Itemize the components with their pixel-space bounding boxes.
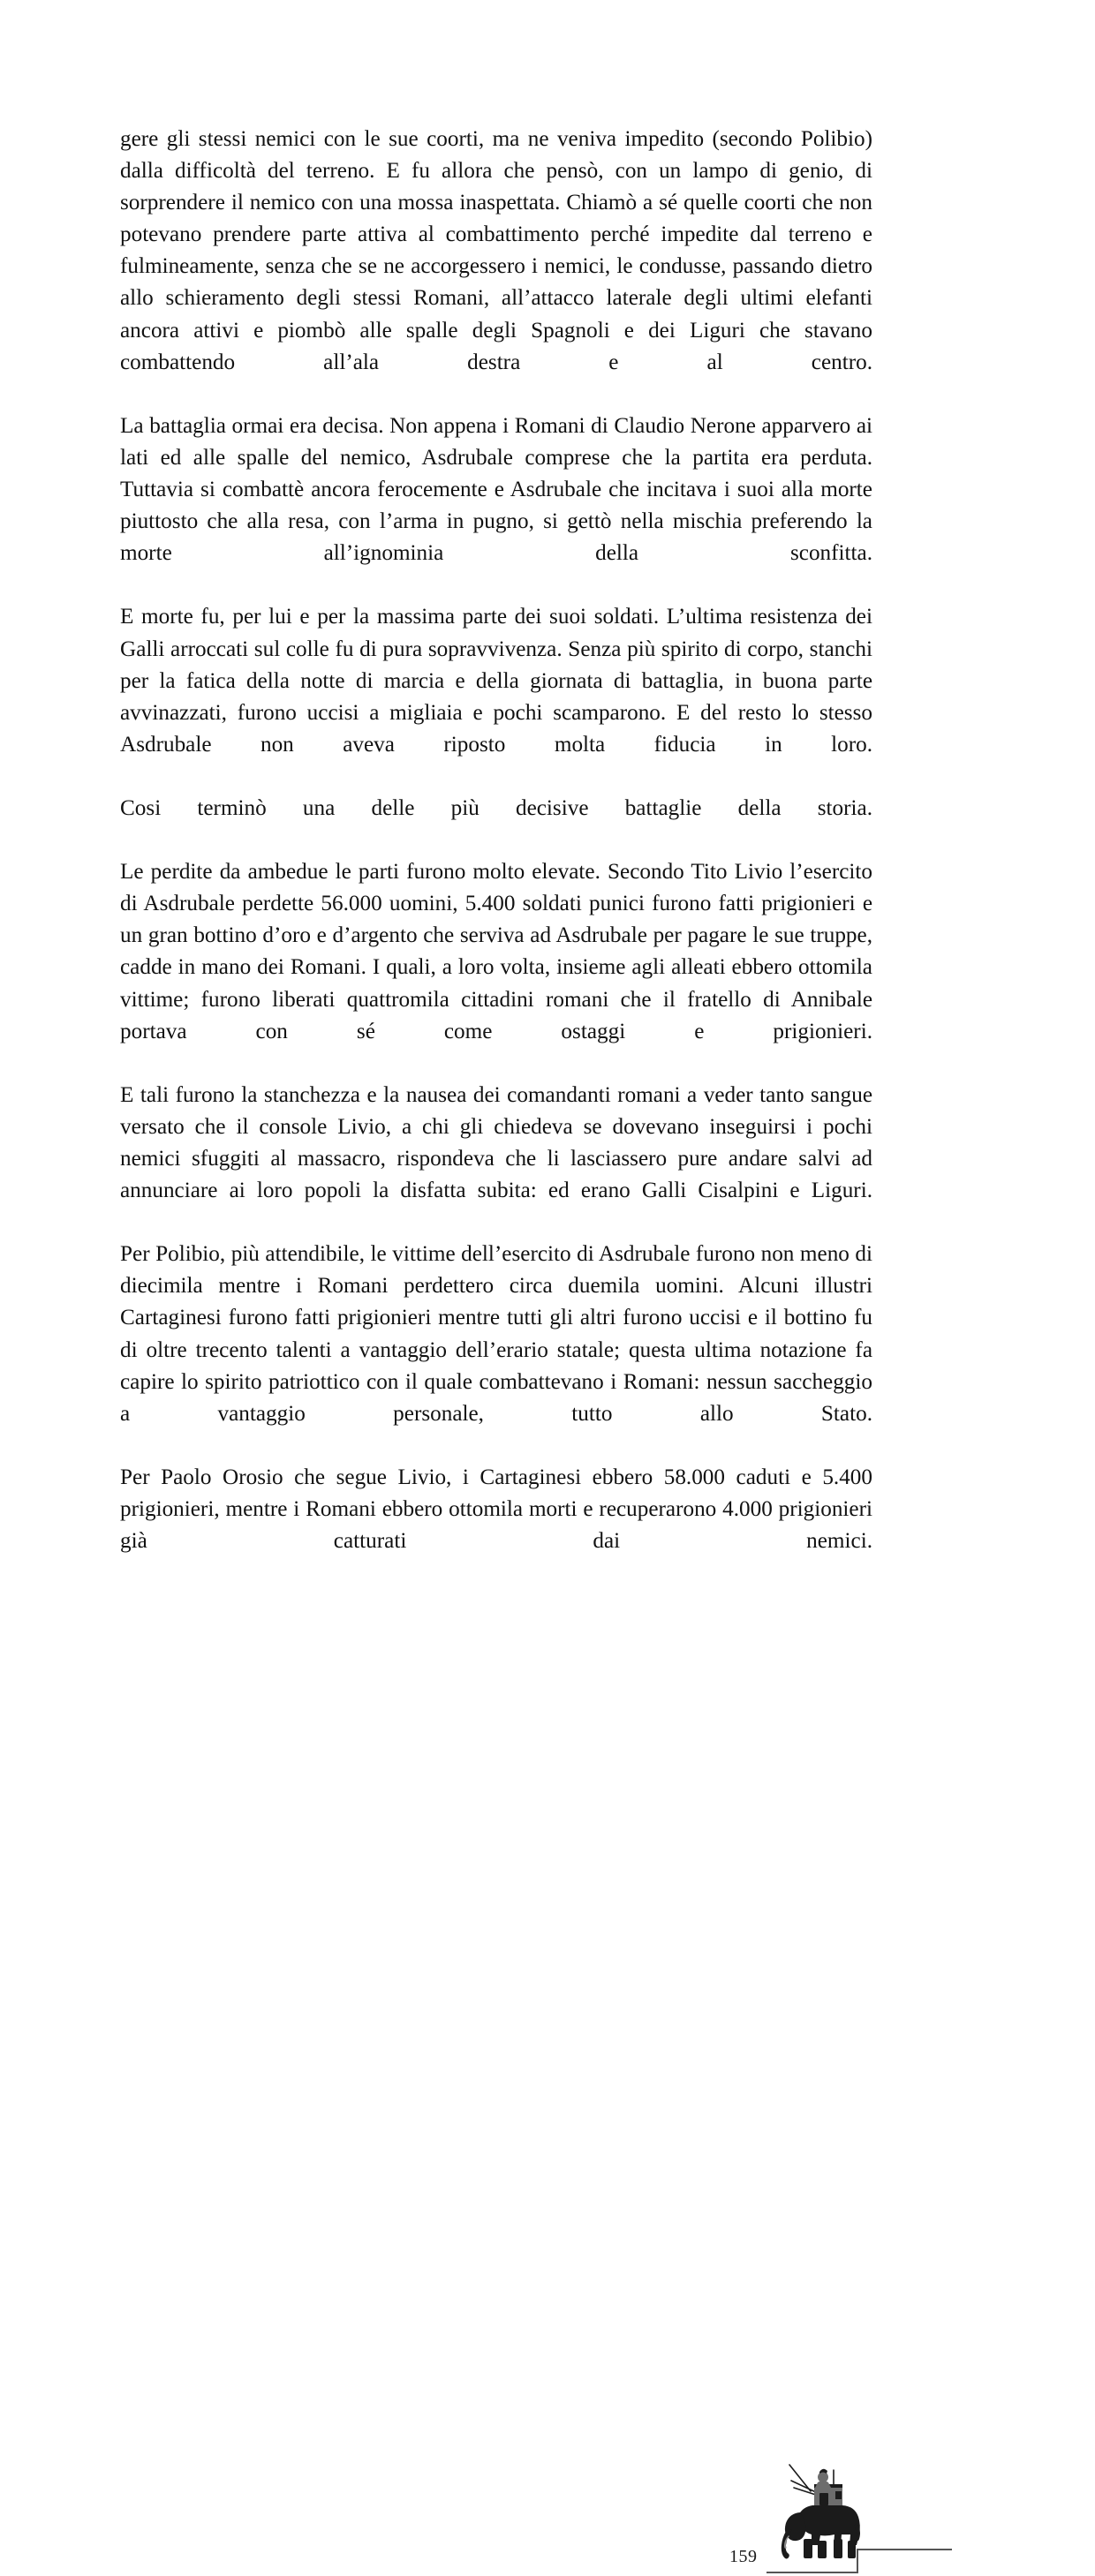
paragraph: E tali furono la stanchezza e la nausea dei comandanti romani a veder tanto sangue versato che il console Livio, a chi gli chiedeva se dovevano inseguirsi i pochi nemici sfuggiti al massacro, rispondeva che li lasciassero pure andare salvi ad annunciare ai loro popoli la disfatta subita: ed erano Galli Cisalpini e Liguri.: [120, 1082, 872, 1203]
paragraph: La battaglia ormai era decisa. Non appena i Romani di Claudio Nerone apparvero ai lati ed alle spalle del nemico, Asdrubale comprese che la partita era perduta. Tuttavia si combattè ancora ferocemente e Asdrubale che incitava i suoi alla morte piuttosto che alla resa, con l’arma in pugno, si gettò nella mischia preferendo la morte all’ignominia della sconfitta.: [120, 413, 872, 566]
footer-rule-upper: [857, 2549, 952, 2550]
paragraph: gere gli stessi nemici con le sue coorti, ma ne veniva impedito (secondo Polibio) dalla difficoltà del terreno. E fu allora che pensò, con un lampo di genio, di sorprendere il nemico con una mossa inaspettata. Chiamò a sé quelle coorti che non potevano prendere parte attiva al combattimento perché impedite dal terreno e fulmineamente, senza che se ne accorgessero i nemici, le condusse, passando dietro allo schieramento degli stessi Romani, all’attacco laterale degli ultimi elefanti ancora attivi e piombò alle spalle degli Spagnoli e dei Liguri che stavano combattendo all’ala destra e al centro.: [120, 127, 872, 374]
war-elephant-icon: [765, 2461, 871, 2576]
paragraph: Per Polibio, più attendibile, le vittime dell’esercito di Asdrubale furono non meno di diecimila mentre i Romani perdettero circa duemila uomini. Alcuni illustri Cartaginesi furono fatti prigionieri mentre tutti gli altri furono uccisi e il bottino fu di oltre trecento talenti a vantaggio dell’erario statale; questa ultima notazione fa capire lo spirito patriottico con il quale combattevano i Romani: nessun saccheggio a vantaggio personale, tutto allo Stato.: [120, 1242, 872, 1426]
page-footer: [0, 1227, 1095, 2566]
paragraph: Le perdite da ambedue le parti furono molto elevate. Secondo Tito Livio l’esercito di Asdrubale perdette 56.000 uomini, 5.400 soldati punici furono fatti prigionieri e un gran bottino d’oro e d’argento che serviva ad Asdrubale per pagare le sue truppe, cadde in mano dei Romani. I quali, a loro volta, insieme agli alleati ebbero ottomila vittime; furono liberati quattromila cittadini romani che il fratello di Annibale portava con sé come ostaggi e prigionieri.: [120, 860, 872, 1043]
footer-rule-step: [857, 2550, 858, 2573]
paragraph: Per Paolo Orosio che segue Livio, i Cartaginesi ebbero 58.000 caduti e 5.400 prigionieri, mentre i Romani ebbero ottomila morti e recuperarono 4.000 prigionieri già catturati dai nemici.: [120, 1465, 872, 1554]
footer-rule-lower: [766, 2572, 858, 2573]
page-number: 159: [729, 2547, 758, 2566]
paragraph: Cosi terminò una delle più decisive battaglie della storia.: [120, 795, 872, 820]
paragraph: E morte fu, per lui e per la massima parte dei suoi soldati. L’ultima resistenza dei Galli arroccati sul colle fu di pura sopravvivenza. Senza più spirito di corpo, stanchi per la fatica della notte di marcia e della giornata di battaglia, in buona parte avvinazzati, furono uccisi a migliaia e pochi scamparono. E del resto lo stesso Asdrubale non aveva riposto molta fiducia in loro.: [120, 605, 872, 757]
